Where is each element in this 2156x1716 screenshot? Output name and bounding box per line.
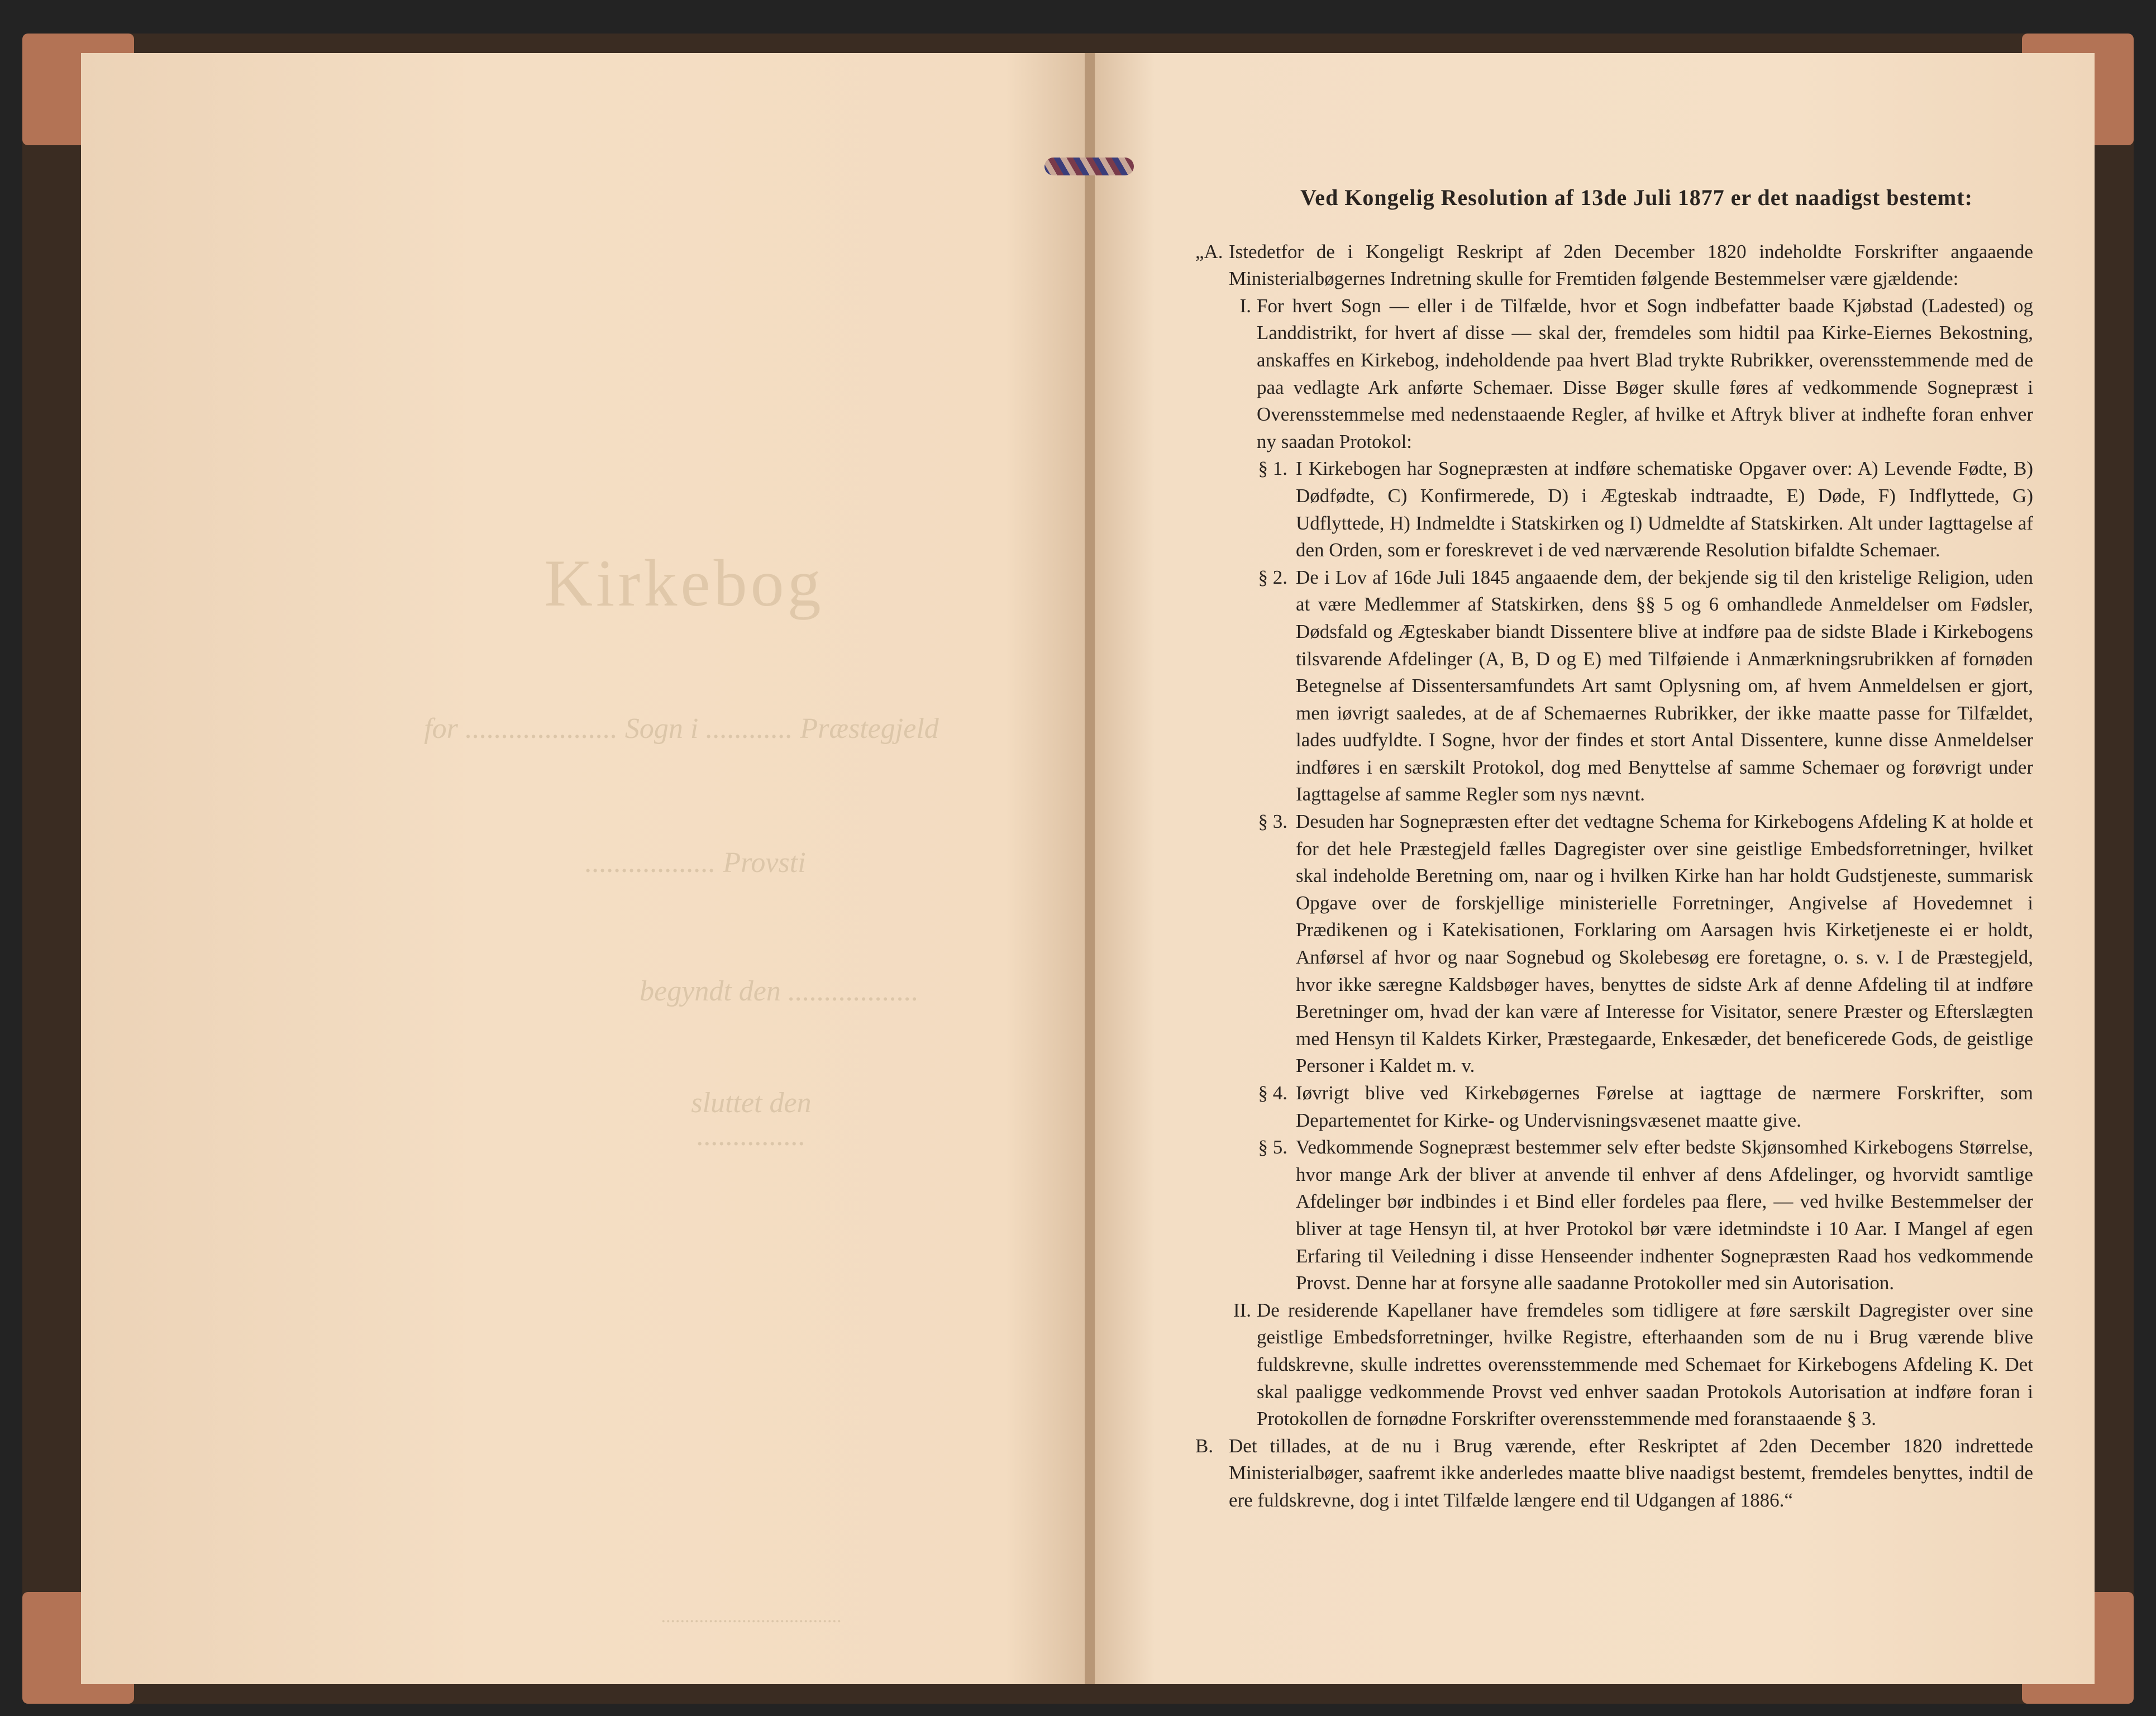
- bleed-through-line: sluttet den ...............: [691, 1087, 812, 1152]
- paragraph-text: Desuden har Sognepræsten efter det vedtagne Schema for Kirkebogens Afdeling K at holde et for det hele Præstegjeld fælles Dagregister over sine geistlige Embedsforretninger, hvilket skal indeholde Beretning om, naar og i hvilken Kirke han har holdt Gudstjeneste, summarisk Opgave over de forskjellige ministerielle Forretninger, Angivelse af Hovedemnet i Prædikenen og i Katekisationen, Forklaring om Aarsagen hvis Kirketjeneste ei er holdt, Anførsel af hvor og naar Sognebud og Skolebesøg ere foretagne, o. s. v. I de Præstegjeld, hvor ikke særegne Kaldsbøger haves, benyttes de sidste Ark af denne Afdeling til at indføre Beretninger om, hvad der kan være af Interesse for Visitator, senere Præster og Efterslægten med Hensyn til Kaldets Kirker, Præstegaarde, Enkesæder, det beneficerede Gods, de geistlige Personer i Kaldet m. v.: [1296, 811, 2033, 1077]
- bleed-through-title: Kirkebog: [544, 546, 824, 620]
- section-marker: § 1.: [1258, 457, 1287, 480]
- section-marker: II.: [1233, 1299, 1251, 1321]
- section-p1: [1195, 455, 2033, 564]
- bleed-through-line: begyndt den ..................: [640, 975, 919, 1007]
- paragraph-text: De residerende Kapellaner have fremdeles som tidligere at føre særskilt Dagregister over sine geistlige Embedsforretninger, hvilke Registre, efterhaanden som de nu i Brug værende blive fuldskrevne, skulle indrettes overensstemmende med Schemaet for Kirkebogens Afdeling K. Det skal paaligge vedkommende Provst ved enhver saadan Protokols Autorisation at indføre foran i Protokollen de fornødne Forskrifter overensstemmende med foranstaaende § 3.: [1257, 1299, 2033, 1430]
- section-marker: § 4.: [1258, 1082, 1287, 1104]
- section-marker: „A.: [1195, 240, 1223, 263]
- section-a: [1195, 239, 2033, 293]
- section-marker: I.: [1239, 294, 1251, 317]
- paragraph-text: Iøvrigt blive ved Kirkebøgernes Førelse at iagttage de nærmere Forskrifter, som Departementet for Kirke- og Undervisningsvæsenet maatte give.: [1296, 1082, 2033, 1131]
- paragraph-text: Vedkommende Sognepræst bestemmer selv efter bedste Skjønsomhed Kirkebogens Størrelse, hvor mange Ark der bliver at anvende til enhver af dens Afdelinger, og hvorvidt samtlige Afdelinger bør indbindes i et Bind eller fordeles paa flere, — ved hvilke Bestemmelser der bliver at tage Hensyn til, at hver Protokol bør være idetmindste i 10 Aar. I Mangel af egen Erfaring til Veiledning i disse Henseender indhenter Sognepræsten Raad hos vedkommende Provst. Denne har at forsyne alle saadanne Protokoller med sin Autorisation.: [1296, 1136, 2033, 1294]
- paragraph-text: For hvert Sogn — eller i de Tilfælde, hvor et Sogn indbefatter baade Kjøbstad (Ladested) og Landdistrikt, for hvert af disse — skal der, fremdeles som hidtil paa Kirke-Eiernes Bekostning, anskaffes en Kirkebog, indeholdende paa hvert Blad trykte Rubrikker, overensstemmende med de paa vedlagte Ark anførte Schemaer. Disse Bøger skulle føres af vedkommende Sognepræst i Overensstemmelse med nedenstaaende Regler, af hvilke et Aftryk bliver at indhefte foran enhver ny saadan Protokol:: [1257, 294, 2033, 452]
- resolution-text: [1195, 184, 2033, 1514]
- section-p3: [1195, 808, 2033, 1080]
- section-marker: § 2.: [1258, 566, 1287, 588]
- bleed-through-line: for ..................... Sogn i ............ Præstegjeld: [424, 713, 939, 745]
- section-ii: [1195, 1297, 2033, 1433]
- section-i: [1195, 293, 2033, 456]
- section-p4: [1195, 1080, 2033, 1134]
- section-marker: B.: [1195, 1434, 1214, 1457]
- section-marker: § 5.: [1258, 1136, 1287, 1159]
- paragraph-text: Det tillades, at de nu i Brug værende, efter Reskriptet af 2den December 1820 indrettede Ministerialbøger, saafremt ikke anderledes maatte blive naadigst bestemt, fremdeles benyttes, indtil de ere fuldskrevne, dog i intet Tilfælde længere end til Udgangen af 1886.“: [1229, 1434, 2033, 1511]
- section-p5: [1195, 1134, 2033, 1297]
- paragraph-text: Istedetfor de i Kongeligt Reskript af 2den December 1820 indeholdte Forskrifter angaaende Ministerialbøgernes Indretning skulle for Fremtiden følgende Bestemmelser være gjældende:: [1229, 240, 2033, 290]
- resolution-heading: Ved Kongelig Resolution af 13de Juli 1877 er det naadigst bestemt:: [1300, 185, 1973, 210]
- section-b: [1195, 1433, 2033, 1514]
- paragraph-text: De i Lov af 16de Juli 1845 angaaende dem, der bekjende sig til den kristelige Religion, uden at være Medlemmer af Statskirken, dens §§ 5 og 6 omhandlede Anmeldelser om Fødsler, Dødsfald og Ægteskaber biandt Dissentere blive at indføre paa de sidste Blade i Kirkebogens tilsvarende Afdelinger (A, B, D og E) med Tilføiende i Anmærkningsrubrikken af fornøden Betegnelse af Dissentersamfundets Art samt Oplysning om, af hvem Anmeldelsen er gjort, men iøvrigt saaledes, at de af Schemaernes Rubrikker, der ikke maatte passe for Tilfældet, lades uudfyldte. I Sogne, hvor der findes et stort Antal Dissentere, kunne disse Anmeldelser indføres i en særskilt Protokol, dog med Benyttelse af samme Schemaer og forøvrigt under Iagttagelse af samme Regler som nys nævnt.: [1296, 566, 2033, 805]
- bleed-through-line: .................. Provsti: [585, 847, 806, 879]
- section-marker: § 3.: [1258, 811, 1287, 833]
- paragraph-text: I Kirkebogen har Sognepræsten at indføre schematiske Opgaver over: A) Levende Fødte, B) Dødfødte, C) Konfirmerede, D) i Ægteskab indtraadte, E) Døde, F) Indflyttede, G) Udflyttede, H) Indmeldte i Statskirken og I) Udmeldte af Statskirken. Alt under Iagttagelse af den Orden, som er foreskrevet i de ved nærværende Resolution bifaldte Schemaer.: [1296, 457, 2033, 561]
- section-p2: [1195, 564, 2033, 808]
- bleed-through-imprint: ......................................: [661, 1606, 842, 1627]
- left-page: [81, 53, 1086, 1684]
- binding-stitch: [1044, 158, 1134, 175]
